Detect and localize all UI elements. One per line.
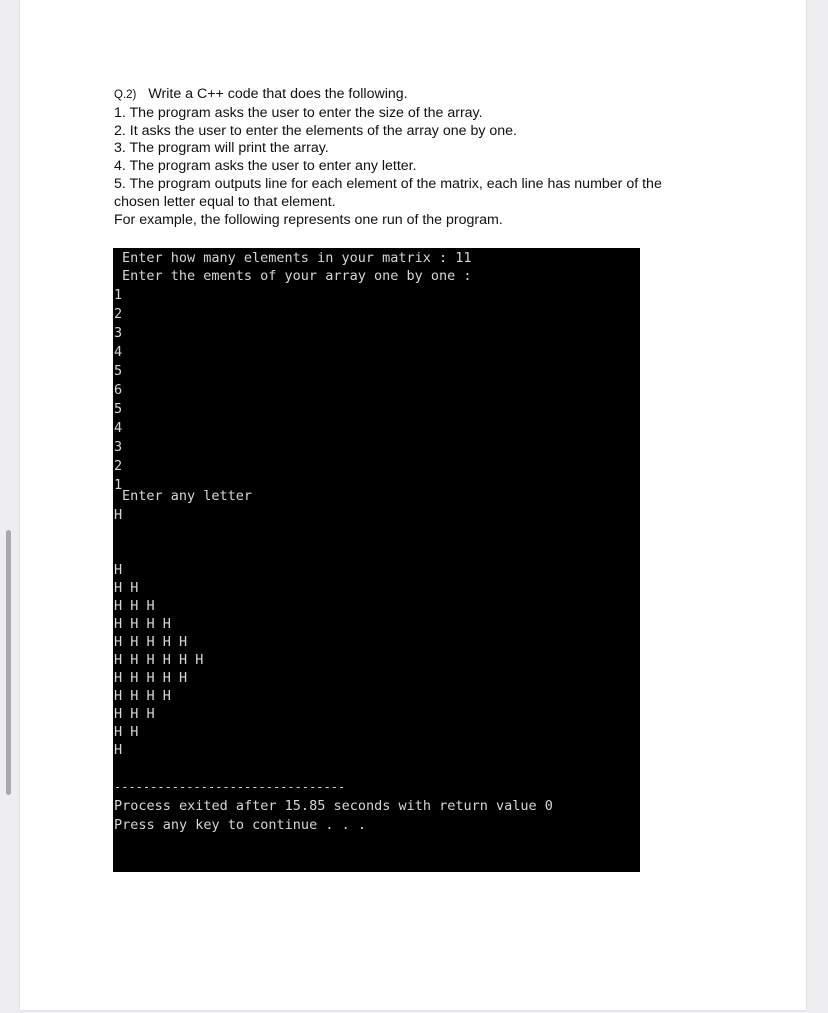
input-value: 5	[114, 363, 123, 379]
input-value: 2	[114, 458, 123, 474]
scrollbar[interactable]	[6, 530, 11, 795]
question-number: Q.2)	[114, 89, 137, 101]
input-value: 3	[114, 439, 123, 455]
input-value: 5	[114, 401, 123, 417]
input-value: 2	[114, 306, 123, 322]
output-row: H H H H H	[114, 634, 188, 650]
prompt-size: Enter how many elements in your matrix : 11	[122, 250, 472, 266]
output-row: H H H H H	[114, 670, 188, 686]
prompt-letter: Enter any letter	[122, 488, 253, 504]
output-row: H H	[114, 580, 139, 596]
input-value: 6	[114, 382, 123, 398]
output-row: H H H H H H	[114, 652, 204, 668]
console-screenshot	[113, 248, 640, 872]
press-key-message: Press any key to continue . . .	[114, 817, 366, 833]
input-value: 1	[114, 477, 123, 493]
input-value: 3	[114, 325, 123, 341]
output-row: H	[114, 562, 123, 578]
output-row: H H H	[114, 706, 155, 722]
input-value: 4	[114, 420, 123, 436]
question-item: For example, the following represents one run of the program.	[114, 211, 503, 228]
separator-line: --------------------------------	[114, 780, 346, 794]
question-title: Write a C++ code that does the following.	[148, 86, 408, 102]
output-row: H H	[114, 724, 139, 740]
output-row: H H H H	[114, 616, 171, 632]
letter-input: H	[114, 507, 123, 523]
output-row: H H H H	[114, 688, 171, 704]
output-row: H	[114, 742, 123, 758]
question-item: 5. The program outputs line for each element of the matrix, each line has number of the	[114, 175, 662, 192]
question-item: 3. The program will print the array.	[114, 140, 329, 157]
input-value: 1	[114, 287, 123, 303]
process-exit-message: Process exited after 15.85 seconds with return value 0	[114, 798, 553, 814]
input-value: 4	[114, 344, 123, 360]
output-row: H H H	[114, 598, 155, 614]
question-item: chosen letter equal to that element.	[114, 193, 336, 210]
prompt-elements: Enter the ements of your array one by one :	[122, 268, 472, 284]
question-heading	[114, 86, 734, 105]
question-block	[114, 86, 734, 229]
question-item: 2. It asks the user to enter the elements of the array one by one.	[114, 122, 517, 139]
question-item: 4. The program asks the user to enter any letter.	[114, 158, 417, 175]
question-item: 1. The program asks the user to enter the size of the array.	[114, 104, 483, 121]
